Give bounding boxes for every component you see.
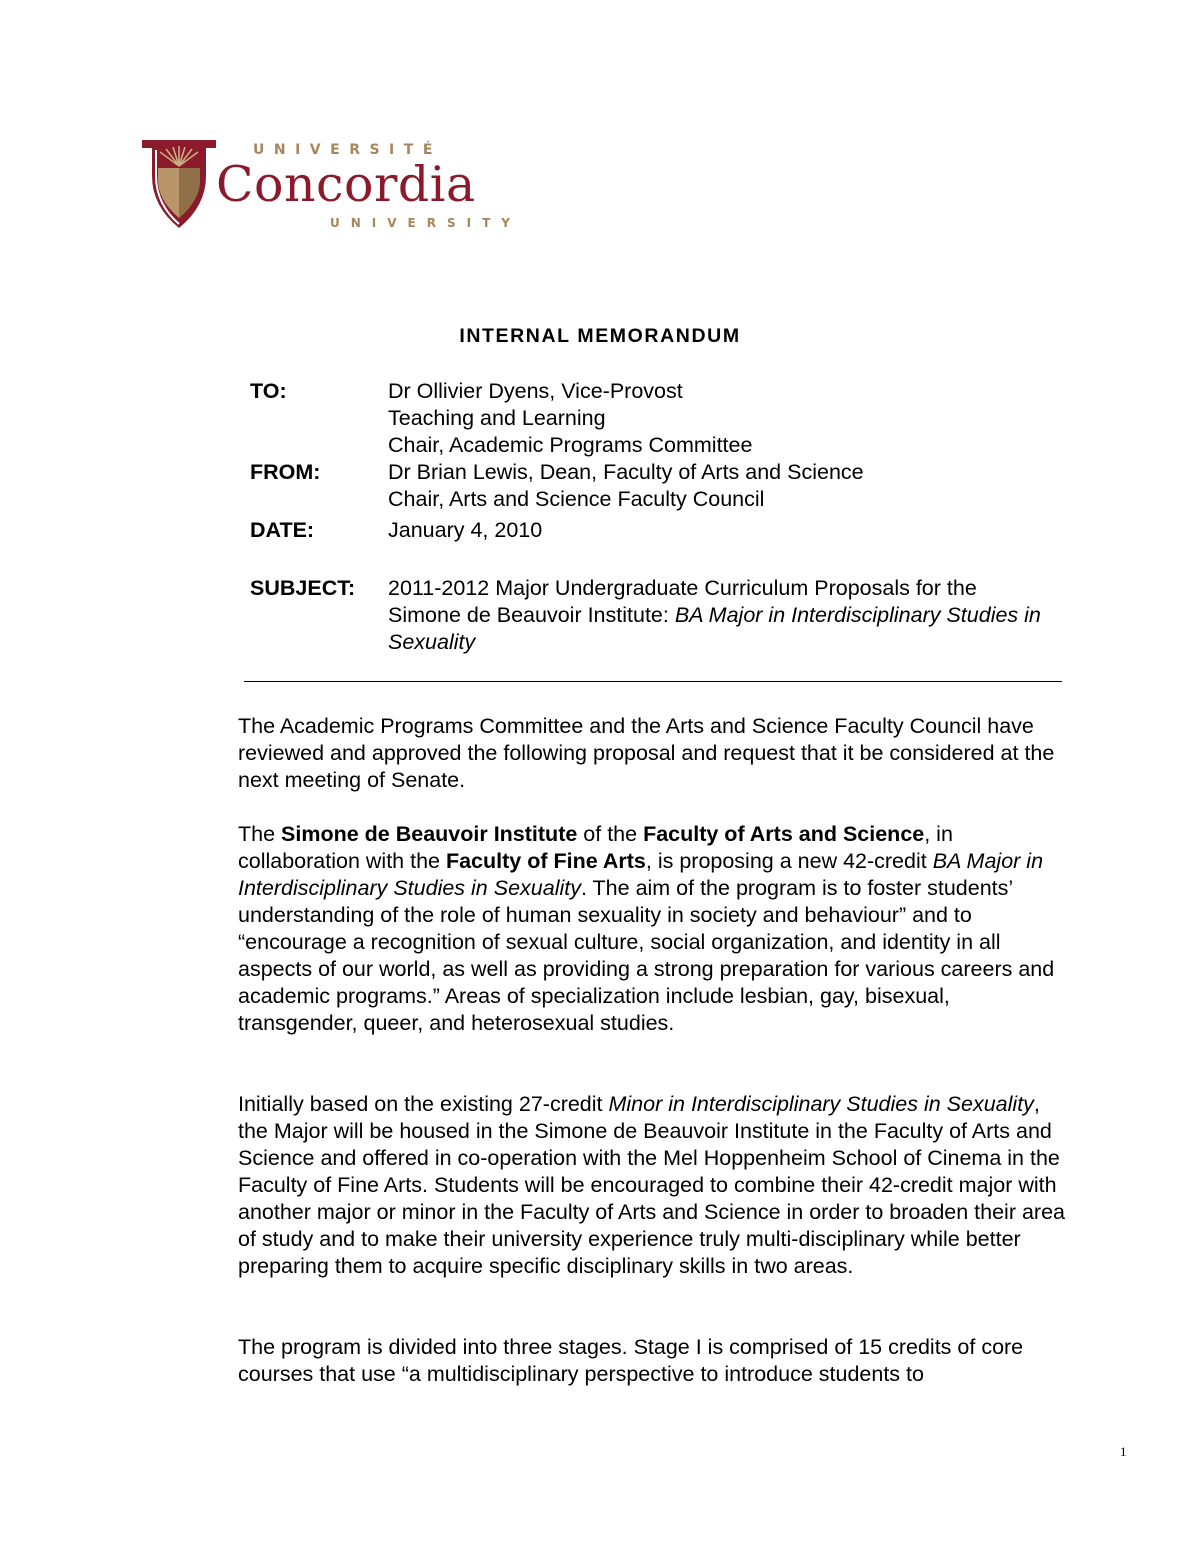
page-number: 1 — [1120, 1444, 1127, 1459]
p2-text: , is proposing a new 42-credit — [645, 849, 933, 873]
p2-text: of the — [577, 822, 644, 846]
from-line: Dr Brian Lewis, Dean, Faculty of Arts and Science — [388, 460, 864, 484]
p2-text: , in collaboration with the — [238, 822, 953, 873]
shield-icon — [140, 136, 218, 232]
logo-bottom-word: UNIVERSITY — [330, 216, 521, 230]
from-value — [388, 459, 1068, 513]
paragraph-3 — [238, 1091, 1070, 1280]
memo-title: INTERNAL MEMORANDUM — [459, 325, 741, 347]
to-line: Chair, Academic Programs Committee — [388, 433, 753, 457]
p3-text: , the Major will be housed in the Simone de Beauvoir Institute in the Faculty of Arts and Science and offered in co-operation with the Mel Hoppenheim School of Cinema in the Faculty of Fine Arts. Students will be encouraged to combine their 42-credit major with another major or minor in the Faculty of Arts and Science in order to broaden their area of study and to make their university experience truly multi-disciplinary while better preparing them to acquire specific disciplinary skills in two areas. — [238, 1092, 1065, 1278]
paragraph-1: The Academic Programs Committee and the Arts and Science Faculty Council have reviewed and approved the following proposal and request that it be considered at the next meeting of Senate. — [238, 714, 1055, 792]
p2-program-title: BA Major in Interdisciplinary Studies in Sexuality — [238, 849, 1044, 900]
p2-institute: Simone de Beauvoir Institute — [281, 822, 578, 846]
paragraph-4: The program is divided into three stages. Stage I is comprised of 15 credits of core courses that use “a multidisciplinary perspective to introduce students to — [238, 1335, 1024, 1386]
from-line: Chair, Arts and Science Faculty Council — [388, 487, 765, 511]
p2-faculty-fine-arts: Faculty of Fine Arts — [445, 849, 646, 873]
p3-minor-title: Minor in Interdisciplinary Studies in Sexuality — [608, 1092, 1034, 1116]
header-divider — [244, 681, 1062, 682]
subject-text: 2011-2012 Major Undergraduate Curriculum Proposals for the Simone de Beauvoir Institute: — [388, 576, 977, 627]
subject-program-title: BA Major in Interdisciplinary Studies in Sexuality — [388, 603, 1041, 654]
concordia-logo — [140, 136, 520, 236]
date-value: January 4, 2010 — [388, 518, 543, 542]
subject-label: SUBJECT: — [250, 576, 356, 600]
date-label: DATE: — [250, 518, 315, 542]
p2-text: . The aim of the program is to foster students’ understanding of the role of human sexuality in society and behaviour” and to “encourage a recognition of sexual culture, social organization, and identity in all aspects of our world, as well as providing a strong preparation for various careers and academic programs.” Areas of specialization include lesbian, gay, bisexual, transgender, queer, and heterosexual studies. — [238, 876, 1055, 1035]
to-value — [388, 378, 1068, 459]
p2-text: The — [238, 822, 282, 846]
to-label: TO: — [250, 379, 287, 403]
paragraph-2 — [238, 821, 1070, 1037]
subject-value — [388, 575, 1048, 656]
logo-top-word: UNIVERSITÉ — [253, 142, 442, 158]
to-line: Teaching and Learning — [388, 406, 606, 430]
p3-text: Initially based on the existing 27-credit — [238, 1092, 609, 1116]
logo-wordmark: Concordia — [216, 156, 476, 213]
p2-faculty-arts-science: Faculty of Arts and Science — [643, 822, 925, 846]
from-label: FROM: — [250, 460, 321, 484]
to-line: Dr Ollivier Dyens, Vice-Provost — [388, 379, 683, 403]
